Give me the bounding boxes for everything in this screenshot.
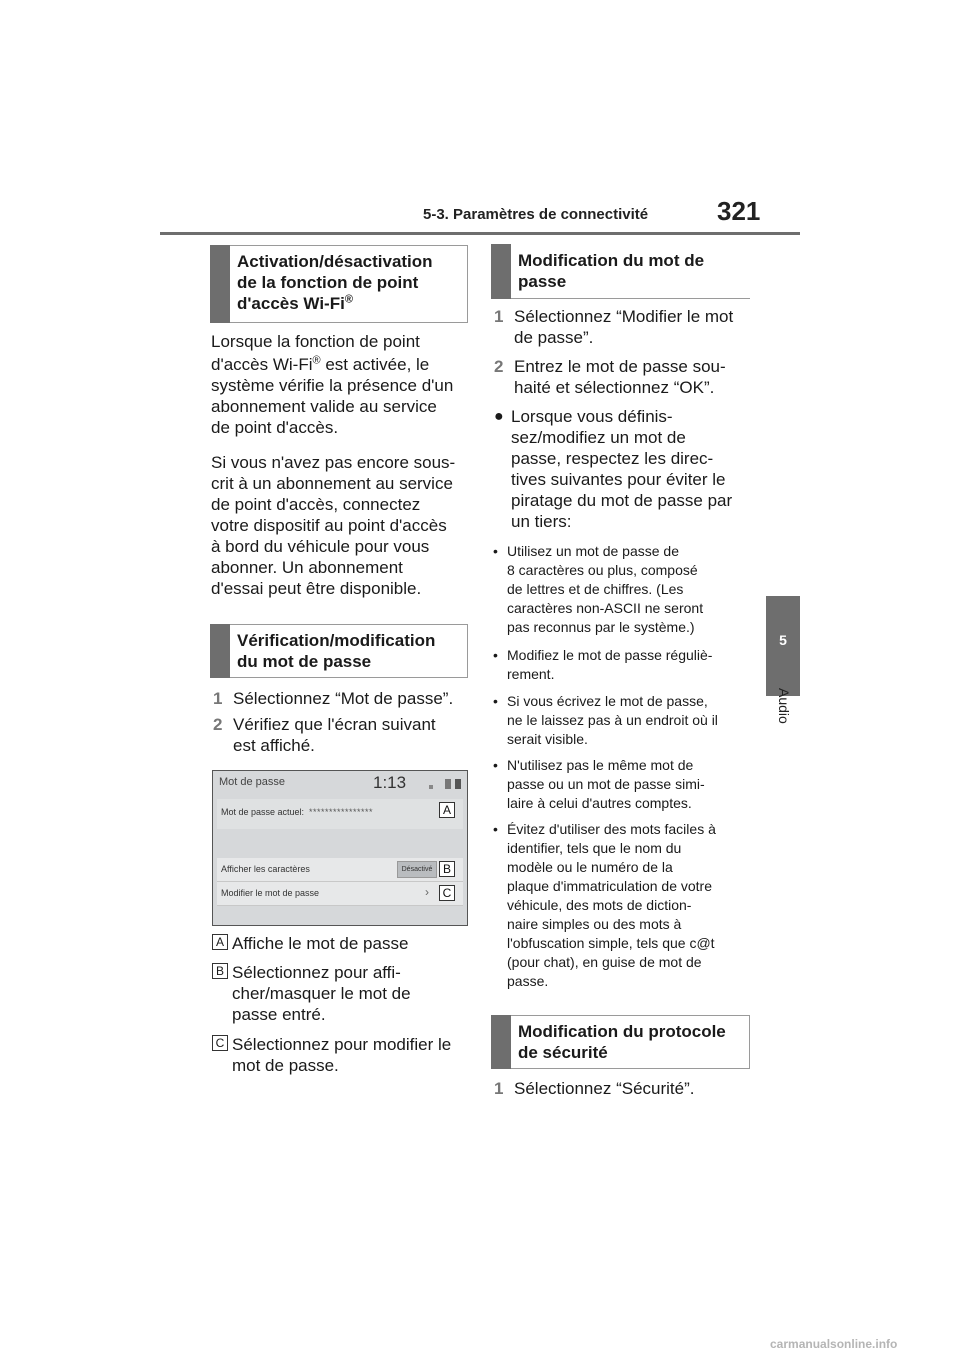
text-line: passe ou un mot de passe simi- — [507, 776, 705, 792]
text-line: d'essai peut être disponible. — [211, 579, 422, 598]
callout-a-badge: A — [439, 802, 455, 818]
heading-line-text: d'accès Wi-Fi — [237, 294, 345, 313]
step-select-change-password — [494, 306, 756, 350]
tip-text — [507, 820, 747, 991]
heading-line: de sécurité — [518, 1043, 608, 1062]
legend-letter-box: B — [212, 963, 228, 979]
text-line: passe, respectez les direc- — [511, 449, 714, 468]
step-select-password — [213, 688, 475, 710]
text-line: N'utilisez pas le même mot de — [507, 757, 694, 773]
text-line: de lettres et de chiffres. (Les — [507, 581, 684, 597]
text-line: identifier, tels que le nom du — [507, 840, 682, 856]
legend-letter-box: C — [212, 1035, 228, 1051]
heading-line: Activation/désactivation — [237, 252, 433, 271]
bullet-icon: • — [493, 757, 498, 773]
tip-hide-written — [493, 692, 755, 750]
text-line: à bord du véhicule pour vous — [211, 537, 430, 556]
bullet-icon: • — [493, 821, 498, 837]
step-enter-password — [494, 356, 756, 400]
text-line: modèle ou le numéro de la — [507, 859, 673, 875]
section-heading-wifi-hotspot — [210, 245, 468, 323]
step-text: Sélectionnez “Sécurité”. — [514, 1079, 695, 1098]
legend-letter-box: A — [212, 934, 228, 950]
status-icons — [429, 779, 463, 789]
text-line: Évitez d'utiliser des mots faciles à — [507, 821, 716, 837]
text-line: piratage du mot de passe par — [511, 491, 733, 510]
show-characters-row[interactable] — [217, 858, 463, 882]
text-line: ne le laissez pas à un endroit où il — [507, 712, 718, 728]
text-line: Sélectionnez pour affi- — [232, 963, 401, 982]
heading-line: Modification du protocole — [518, 1022, 726, 1041]
tip-text — [507, 692, 747, 749]
bullet-text — [511, 406, 751, 532]
step-text: Sélectionnez “Mot de passe”. — [233, 689, 454, 708]
text-line: abonnement valide au service — [211, 397, 437, 416]
text-line: est affiché. — [233, 736, 315, 755]
legend-item-c — [212, 1034, 474, 1078]
text-line: Vérifiez que l'écran suivant — [233, 715, 436, 734]
text-line: tives suivantes pour éviter le — [511, 470, 726, 489]
section-heading-password-check — [210, 624, 468, 678]
tip-avoid-guessable — [493, 820, 755, 994]
text-line: Sélectionnez “Modifier le mot — [514, 307, 734, 326]
heading-line: de la fonction de point — [237, 273, 419, 292]
text-line: Entrez le mot de passe sou- — [514, 357, 726, 376]
chevron-right-icon: › — [425, 885, 429, 899]
step-text — [514, 306, 754, 348]
chapter-title: 5-3. Paramètres de connectivité — [423, 206, 649, 223]
current-password-label: Mot de passe actuel: — [221, 807, 305, 817]
text-line: Modifiez le mot de passe réguliè- — [507, 647, 713, 663]
text-line: de point d'accès. — [211, 418, 339, 437]
legend-item-a — [212, 933, 474, 955]
text-line: Lorsque la fonction de point — [211, 332, 420, 351]
phone-icon — [445, 779, 451, 789]
screen-clock: 1:13 — [373, 773, 407, 792]
heading-line: passe — [518, 272, 567, 291]
text-line: plaque d'immatriculation de votre — [507, 878, 713, 894]
text-line: système vérifie la présence d'un — [211, 376, 454, 395]
section-heading-text — [518, 250, 744, 292]
step-select-security — [494, 1078, 756, 1100]
password-screen-illustration — [212, 770, 468, 926]
tip-text — [507, 542, 747, 637]
section-heading-text — [518, 1021, 743, 1063]
text-span: d'accès Wi-Fi — [211, 355, 313, 374]
section-heading-bar — [210, 624, 230, 678]
step-number: 1 — [494, 307, 504, 326]
text-line: (pour chat), en guise de mot de — [507, 954, 702, 970]
legend-text — [232, 1034, 472, 1076]
change-password-row[interactable] — [217, 882, 463, 906]
text-line: passe. — [507, 973, 549, 989]
change-password-label: Modifier le mot de passe — [221, 888, 320, 898]
callout-b-badge: B — [439, 861, 455, 877]
chapter-tab-label: Audio — [776, 688, 792, 724]
screen-title: Mot de passe — [219, 776, 286, 788]
paragraph-hotspot-activation — [211, 331, 471, 438]
text-line: sez/modifiez un mot de — [511, 428, 686, 447]
chapter-tab-number: 5 — [779, 632, 787, 648]
callout-c-badge: C — [439, 885, 455, 901]
page-number: 321 — [717, 196, 761, 226]
text-line: véhicule, des mots de diction- — [507, 897, 692, 913]
step-text — [514, 356, 754, 398]
section-heading-bar — [491, 1015, 511, 1069]
section-heading-bar — [491, 244, 511, 299]
text-line: 8 caractères ou plus, composé — [507, 562, 698, 578]
text-line: Utilisez un mot de passe de — [507, 543, 679, 559]
text-line: Lorsque vous définis- — [511, 407, 673, 426]
header-rule — [160, 232, 800, 235]
heading-line: Modification du mot de — [518, 251, 705, 270]
show-characters-toggle[interactable]: Désactivé — [397, 861, 437, 878]
text-line: rement. — [507, 666, 555, 682]
text-line: Affiche le mot de passe — [232, 934, 409, 953]
current-password-row — [217, 799, 463, 829]
heading-line: Vérification/modification — [237, 631, 436, 650]
text-line: abonner. Un abonnement — [211, 558, 403, 577]
section-heading-change-password — [491, 245, 750, 299]
heading-line — [237, 293, 461, 314]
signal-icon — [429, 785, 433, 789]
step-number: 1 — [213, 689, 223, 708]
heading-line: du mot de passe — [237, 652, 372, 671]
section-heading-bar — [210, 245, 230, 323]
chapter-tab-label-wrap — [776, 688, 796, 748]
current-password-value: **************** — [309, 807, 374, 817]
section-heading-text — [237, 251, 461, 314]
step-number: 2 — [494, 357, 504, 376]
step-verify-screen — [213, 714, 475, 758]
text-line: l'obfuscation simple, tels que c@t — [507, 935, 715, 951]
tip-text — [507, 646, 747, 684]
battery-icon — [455, 779, 461, 789]
registered-mark: ® — [344, 293, 353, 306]
registered-mark: ® — [312, 354, 321, 367]
password-guidelines-intro — [494, 406, 756, 534]
text-line: mot de passe. — [232, 1056, 339, 1075]
tip-length — [493, 542, 755, 638]
text-line: Sélectionnez pour modifier le — [232, 1035, 452, 1054]
text-line: crit à un abonnement au service — [211, 474, 453, 493]
text-line: naire simples ou des mots à — [507, 916, 682, 932]
legend-text — [232, 962, 472, 1025]
text-line: haité et sélectionnez “OK”. — [514, 378, 715, 397]
text-line: de passe”. — [514, 328, 594, 347]
step-number: 1 — [494, 1079, 504, 1098]
tip-text — [507, 756, 747, 813]
text-line: caractères non-ASCII ne seront — [507, 600, 704, 616]
step-number: 2 — [213, 715, 223, 734]
legend-text — [232, 933, 472, 954]
tip-unique-password — [493, 756, 755, 814]
section-heading-security-protocol — [491, 1015, 750, 1069]
text-line: serait visible. — [507, 731, 588, 747]
text-span: est activée, le — [320, 355, 430, 374]
text-line: cher/masquer le mot de — [232, 984, 411, 1003]
show-characters-label: Afficher les caractères — [221, 864, 310, 874]
watermark: carmanualsonline.info — [770, 1337, 898, 1351]
chapter-tab — [766, 596, 800, 696]
paragraph-subscription — [211, 452, 471, 599]
tip-change-regularly — [493, 646, 755, 686]
text-line: laire à celui d'autres comptes. — [507, 795, 692, 811]
text-line: Si vous écrivez le mot de passe, — [507, 693, 708, 709]
section-heading-text — [237, 630, 461, 672]
text-line: votre dispositif au point d'accès — [211, 516, 447, 535]
text-line — [211, 354, 471, 375]
text-line: Si vous n'avez pas encore sous- — [211, 453, 456, 472]
text-line: de point d'accès, connectez — [211, 495, 421, 514]
text-line: un tiers: — [511, 512, 572, 531]
bullet-dot-icon: ● — [494, 408, 504, 425]
step-text — [233, 714, 473, 756]
bullet-icon: • — [493, 693, 498, 709]
bullet-icon: • — [493, 647, 498, 663]
text-line: pas reconnus par le système.) — [507, 619, 695, 635]
text-line: passe entré. — [232, 1005, 326, 1024]
legend-item-b — [212, 962, 474, 1028]
bullet-icon: • — [493, 543, 498, 559]
